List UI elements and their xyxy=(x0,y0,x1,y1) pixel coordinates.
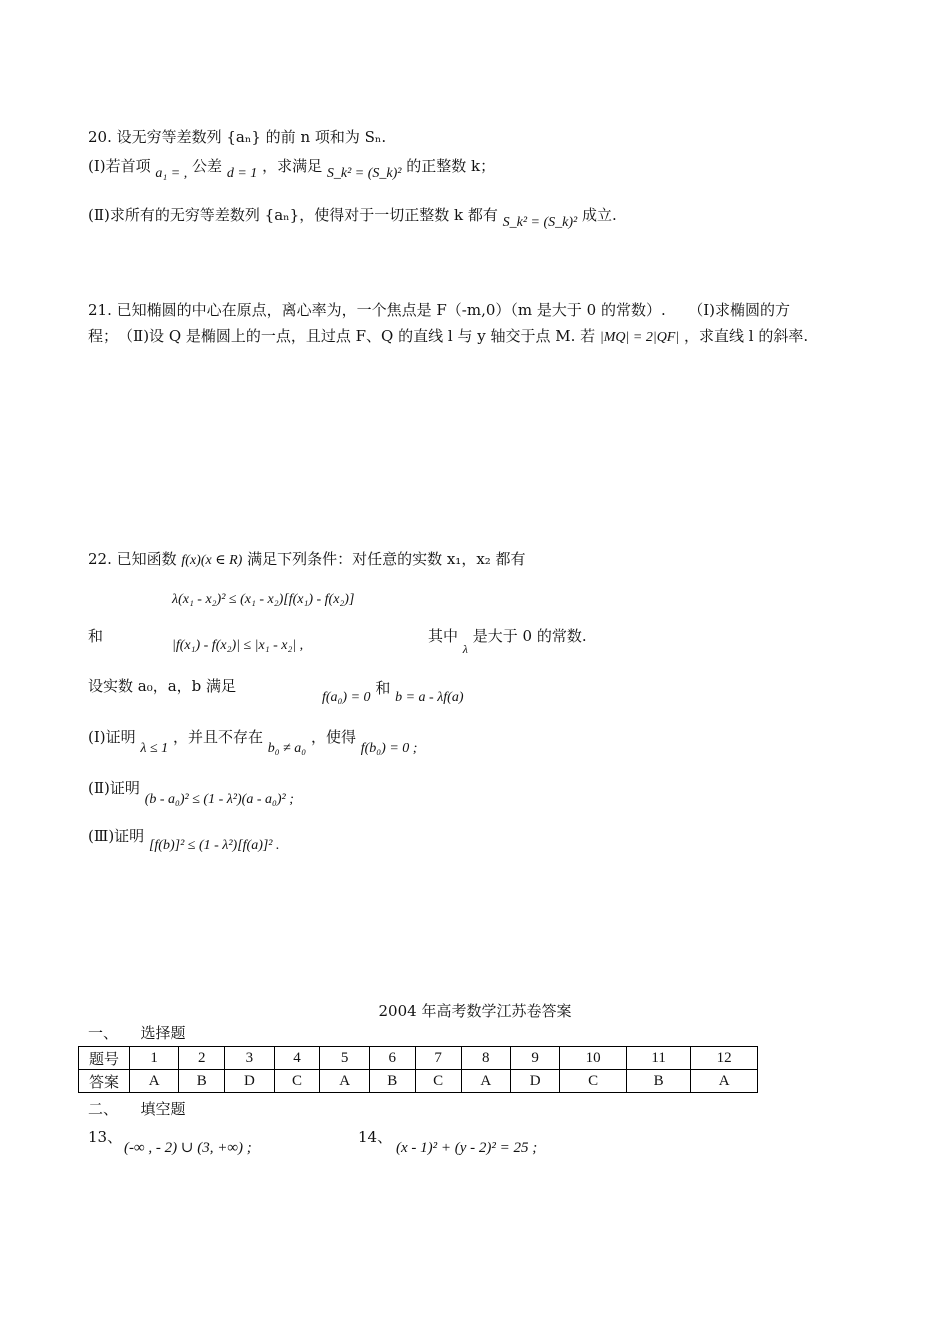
question-number: 5 xyxy=(320,1047,369,1070)
question-number: 6 xyxy=(369,1047,415,1070)
table-row-answers xyxy=(79,1070,758,1093)
q22-lambda-symbol: λ xyxy=(462,642,468,656)
q20-part1-text-b: 公差 xyxy=(192,157,223,175)
q22-and-label: 和 xyxy=(88,627,104,645)
q22-part3 xyxy=(88,826,280,853)
q21-line2-text-b: ，求直线 l 的斜率. xyxy=(683,327,809,345)
q22-part3-formula: [f(b)]² ≤ (1 - λ²)[f(a)]² . xyxy=(148,838,280,853)
q22-intro-text-b: 满足下列条件：对任意的实数 x₁，x₂ 都有 xyxy=(247,550,526,568)
answer-choice: A xyxy=(130,1070,179,1093)
answer-choice: C xyxy=(415,1070,461,1093)
q22-where-clause xyxy=(428,626,587,656)
q21-line1: 21. 已知椭圆的中心在原点，离心率为，一个焦点是 F（-m,0）（m 是大于 0 的常数）. （Ⅰ)求椭圆的方 xyxy=(88,301,791,319)
q22-b-definition-formula: b = a - λf(a) xyxy=(395,690,464,705)
q22-fb0-formula: f(b₀) = 0 ; xyxy=(360,741,418,756)
q20-part2-text-b: 成立. xyxy=(581,206,617,224)
answer-choice: A xyxy=(461,1070,510,1093)
q22-setup-and: 和 xyxy=(375,679,391,697)
question-number: 11 xyxy=(626,1047,690,1070)
q20-part2 xyxy=(88,205,617,230)
q22-part1-text-c: ，使得 xyxy=(310,728,356,746)
q21-line2 xyxy=(88,326,808,348)
q20-intro: 20. 设无穷等差数列 {aₙ} 的前 n 项和为 Sₙ. xyxy=(88,128,387,146)
answer-13-label: 13、 xyxy=(88,1128,123,1146)
q20-part2-text-a: (Ⅱ)求所有的无穷等差数列 {aₙ}，使得对于一切正整数 k 都有 xyxy=(88,206,498,224)
answer-choice: B xyxy=(179,1070,225,1093)
q20-common-difference-formula: d = 1 xyxy=(226,166,258,181)
q22-setup: 设实数 a₀，a，b 满足 xyxy=(88,677,237,695)
q20-condition-formula: S_k² = (S_k)² xyxy=(326,166,402,181)
q21-vector-formula: |MQ| = 2|QF| xyxy=(599,330,680,345)
section-fill-in: 二、 填空题 xyxy=(88,1100,186,1118)
q22-where-text-b: 是大于 0 的常数. xyxy=(472,627,587,645)
q20-part1-text-d: 的正整数 k； xyxy=(406,157,496,175)
q22-part1 xyxy=(88,727,418,756)
question-number: 7 xyxy=(415,1047,461,1070)
answer-choice: C xyxy=(274,1070,320,1093)
question-number: 4 xyxy=(274,1047,320,1070)
answer-table xyxy=(78,1046,758,1093)
q22-intro-text-a: 22. 已知函数 xyxy=(88,550,177,568)
q22-part2-text: (Ⅱ)证明 xyxy=(88,779,140,797)
question-number: 9 xyxy=(510,1047,559,1070)
answer-14-label: 14、 xyxy=(358,1128,393,1146)
q21-line2-text-a: 程； （Ⅱ)设 Q 是椭圆上的一点，且过点 F、Q 的直线 l 与 y 轴交于点 M. 若 xyxy=(88,327,596,345)
question-number: 12 xyxy=(691,1047,758,1070)
section-multiple-choice: 一、 选择题 xyxy=(88,1024,186,1042)
q22-part1-text-b: ，并且不存在 xyxy=(172,728,263,746)
question-number: 1 xyxy=(130,1047,179,1070)
row-label-answer: 答案 xyxy=(79,1070,130,1093)
q22-intro xyxy=(88,549,526,571)
question-number: 10 xyxy=(560,1047,627,1070)
answer-13-formula: (-∞ , - 2) ∪ (3, +∞) ; xyxy=(124,1140,252,1156)
question-number: 3 xyxy=(225,1047,274,1070)
answers-title: 2004 年高考数学江苏卷答案 xyxy=(378,1002,572,1020)
answer-choice: A xyxy=(320,1070,369,1093)
answer-choice: C xyxy=(560,1070,627,1093)
q22-part2 xyxy=(88,778,294,807)
q22-inequality-2: |f(x₁) - f(x₂)| ≤ |x₁ - x₂| , xyxy=(172,638,304,653)
q20-part1-text-a: (Ⅰ)若首项 xyxy=(88,157,151,175)
answer-14-formula: (x - 1)² + (y - 2)² = 25 ; xyxy=(396,1140,538,1156)
answer-choice: D xyxy=(225,1070,274,1093)
q20-part1-text-c: ，求满足 xyxy=(262,157,323,175)
q20-first-term-formula: a₁ = , xyxy=(155,166,188,181)
q22-setup-formulas xyxy=(322,678,464,705)
table-row-numbers xyxy=(79,1047,758,1070)
row-label-number: 题号 xyxy=(79,1047,130,1070)
q20-part2-formula: S_k² = (S_k)² xyxy=(502,215,578,230)
q20-part1 xyxy=(88,156,496,181)
q22-part2-formula: (b - a₀)² ≤ (1 - λ²)(a - a₀)² ; xyxy=(144,792,294,807)
q22-inequality-1: λ(x₁ - x₂)² ≤ (x₁ - x₂)[f(x₁) - f(x₂)] xyxy=(172,592,355,607)
answer-choice: A xyxy=(691,1070,758,1093)
answer-choice: B xyxy=(369,1070,415,1093)
answer-choice: B xyxy=(626,1070,690,1093)
question-number: 8 xyxy=(461,1047,510,1070)
q22-function-formula: f(x)(x ∈ R) xyxy=(181,553,243,568)
q22-root-formula: f(a₀) = 0 xyxy=(322,690,371,705)
q22-part1-text-a: (Ⅰ)证明 xyxy=(88,728,136,746)
q22-where-text-a: 其中 xyxy=(428,627,459,645)
q22-part3-text: (Ⅲ)证明 xyxy=(88,827,145,845)
question-number: 2 xyxy=(179,1047,225,1070)
answer-choice: D xyxy=(510,1070,559,1093)
q22-lambda-bound-formula: λ ≤ 1 xyxy=(140,741,169,756)
q22-b0-formula: b₀ ≠ a₀ xyxy=(267,741,307,756)
